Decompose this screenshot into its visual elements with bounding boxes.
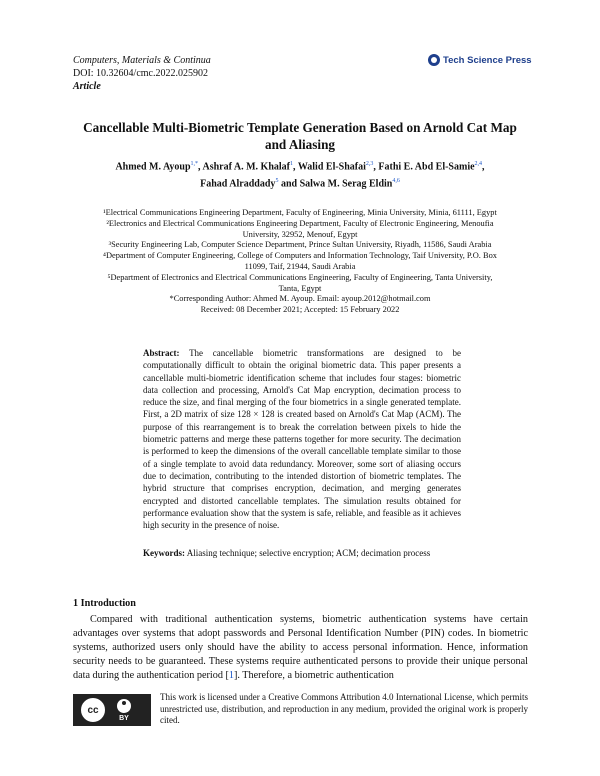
affiliation-line: Tanta, Egypt <box>278 283 322 293</box>
abstract-text: The cancellable biometric transformations are designed to be computationally difficult to obtain the original biometric data. This paper presents a cancellable multi-biometric identification scheme that includes four stages: biometric data collection and processing, Arnold's Cat Map encryption, decimation process to reduce the size, and final merging of the four biometrics in a single generated template. First, a 2D matrix of size 128 × 128 is created based on Arnold's Cat Map (ACM). The purpose of this rearrangement is to break the correlation between pixels to hide the biometric patterns and merge these patterns together for more security. The decimation is performed to keep the dimensions of the overall cancellable template similar to those of a single template to avoid data redundancy. Moreover, some sort of aliasing occurs due to decimation, contributing to the intended distortion of biometric templates. The hybrid structure that comprises encryption, decimation, and merging generates encrypted and distorted cancellable templates. The simulation results obtained for performance evaluation show that the system is safe, reliable, and feasible as it achieves high security in the presence of noise. <box>143 348 461 531</box>
journal-name: Computers, Materials & Continua <box>73 55 211 66</box>
license-text: This work is licensed under a Creative Commons Attribution 4.0 International License, which permits unrestricted use, distribution, and reproduction in any medium, provided the original work is properly cited. <box>160 692 528 726</box>
section-heading: 1 Introduction <box>73 598 136 609</box>
affiliation-marker[interactable]: 5 <box>275 178 279 185</box>
article-type: Article <box>73 81 101 92</box>
author-separator: , <box>373 161 379 173</box>
author-name: Ashraf A. M. Khalaf <box>202 161 290 173</box>
affiliation-line: ⁴Department of Computer Engineering, College of Computers and Information Technology, Taif University, P.O. Box <box>103 251 497 261</box>
affiliation-line: University, 32952, Menouf, Egypt <box>242 229 358 239</box>
received-accepted-dates: Received: 08 December 2021; Accepted: 15 February 2022 <box>200 305 400 315</box>
author-name: Walid El-Shafai <box>297 161 366 173</box>
author-name: Ahmed M. Ayoup <box>115 161 191 173</box>
affiliation-line: ³Security Engineering Lab, Computer Science Department, Prince Sultan University, Riyadh, 11586, Saudi Arabia <box>108 240 492 250</box>
person-icon <box>117 699 131 713</box>
affiliation-marker[interactable]: 2,4 <box>474 161 483 167</box>
author-name: Salwa M. Serag Eldin <box>299 178 393 190</box>
keywords <box>143 547 473 559</box>
abstract-label: Abstract: <box>143 348 180 358</box>
author-separator: , <box>198 161 203 173</box>
author-name: Fathi E. Abd El-Samie <box>378 161 475 173</box>
affiliation-marker[interactable]: 1,* <box>190 161 199 167</box>
affiliations <box>75 208 525 316</box>
intro-paragraph <box>73 613 528 683</box>
citation-link[interactable]: 1 <box>228 670 234 681</box>
cc-by-badge[interactable] <box>73 694 151 726</box>
abstract <box>143 347 461 531</box>
intro-text: Compared with traditional authentication systems, biometric authentication systems have certain advantages over systems that adopt passwords and Personal Identification Number (PIN) codes. In biometric systems, authorized users only should have the ability to access personal information. Hence, information security needs to be guaranteed. These systems require authenticated persons to provide their unique personal data during the authentication period [ <box>73 614 528 681</box>
keywords-text: Aliasing technique; selective encryption; ACM; decimation process <box>186 548 431 558</box>
affiliation-line: 11099, Taif, 21944, Saudi Arabia <box>244 261 356 271</box>
title-line-1: Cancellable Multi-Biometric Template Generation Based on Arnold Cat Map <box>83 120 517 135</box>
affiliation-marker[interactable]: 2,3 <box>365 161 374 167</box>
keywords-label: Keywords: <box>143 548 185 558</box>
author-separator: , <box>293 161 298 173</box>
affiliation-line: ¹Electrical Communications Engineering Department, Faculty of Engineering, Minia University, Minia, 61111, Egypt <box>103 208 497 217</box>
author-name: Fahad Alraddady <box>200 178 276 190</box>
corresponding-author: *Corresponding Author: Ahmed M. Ayoup. Email: ayoup.2012@hotmail.com <box>169 294 431 304</box>
author-list <box>75 157 525 192</box>
cc-icon: cc <box>79 696 107 724</box>
publisher-name: Tech Science Press <box>443 54 532 66</box>
title-line-2: and Aliasing <box>265 137 335 152</box>
paper-title <box>80 119 520 153</box>
author-separator: and <box>278 178 300 190</box>
affiliation-line: ⁵Department of Electronics and Electrical Communications Engineering, Faculty of Engineering, Tanta University, <box>107 272 493 282</box>
by-block <box>117 699 131 722</box>
author-separator: , <box>482 161 485 173</box>
intro-text-end: ]. Therefore, a biometric authentication <box>233 670 394 681</box>
doi[interactable]: DOI: 10.32604/cmc.2022.025902 <box>73 68 208 79</box>
publisher-logo-icon <box>428 54 440 66</box>
affiliation-marker[interactable]: 4,6 <box>392 178 400 185</box>
affiliation-line: ²Electronics and Electrical Communications Engineering Department, Faculty of Electronic Engineering, Menoufia <box>106 218 494 228</box>
publisher-logo[interactable] <box>428 53 532 67</box>
affiliation-marker[interactable]: 1 <box>290 161 293 167</box>
by-label: BY <box>119 714 129 722</box>
journal-header <box>73 54 211 93</box>
